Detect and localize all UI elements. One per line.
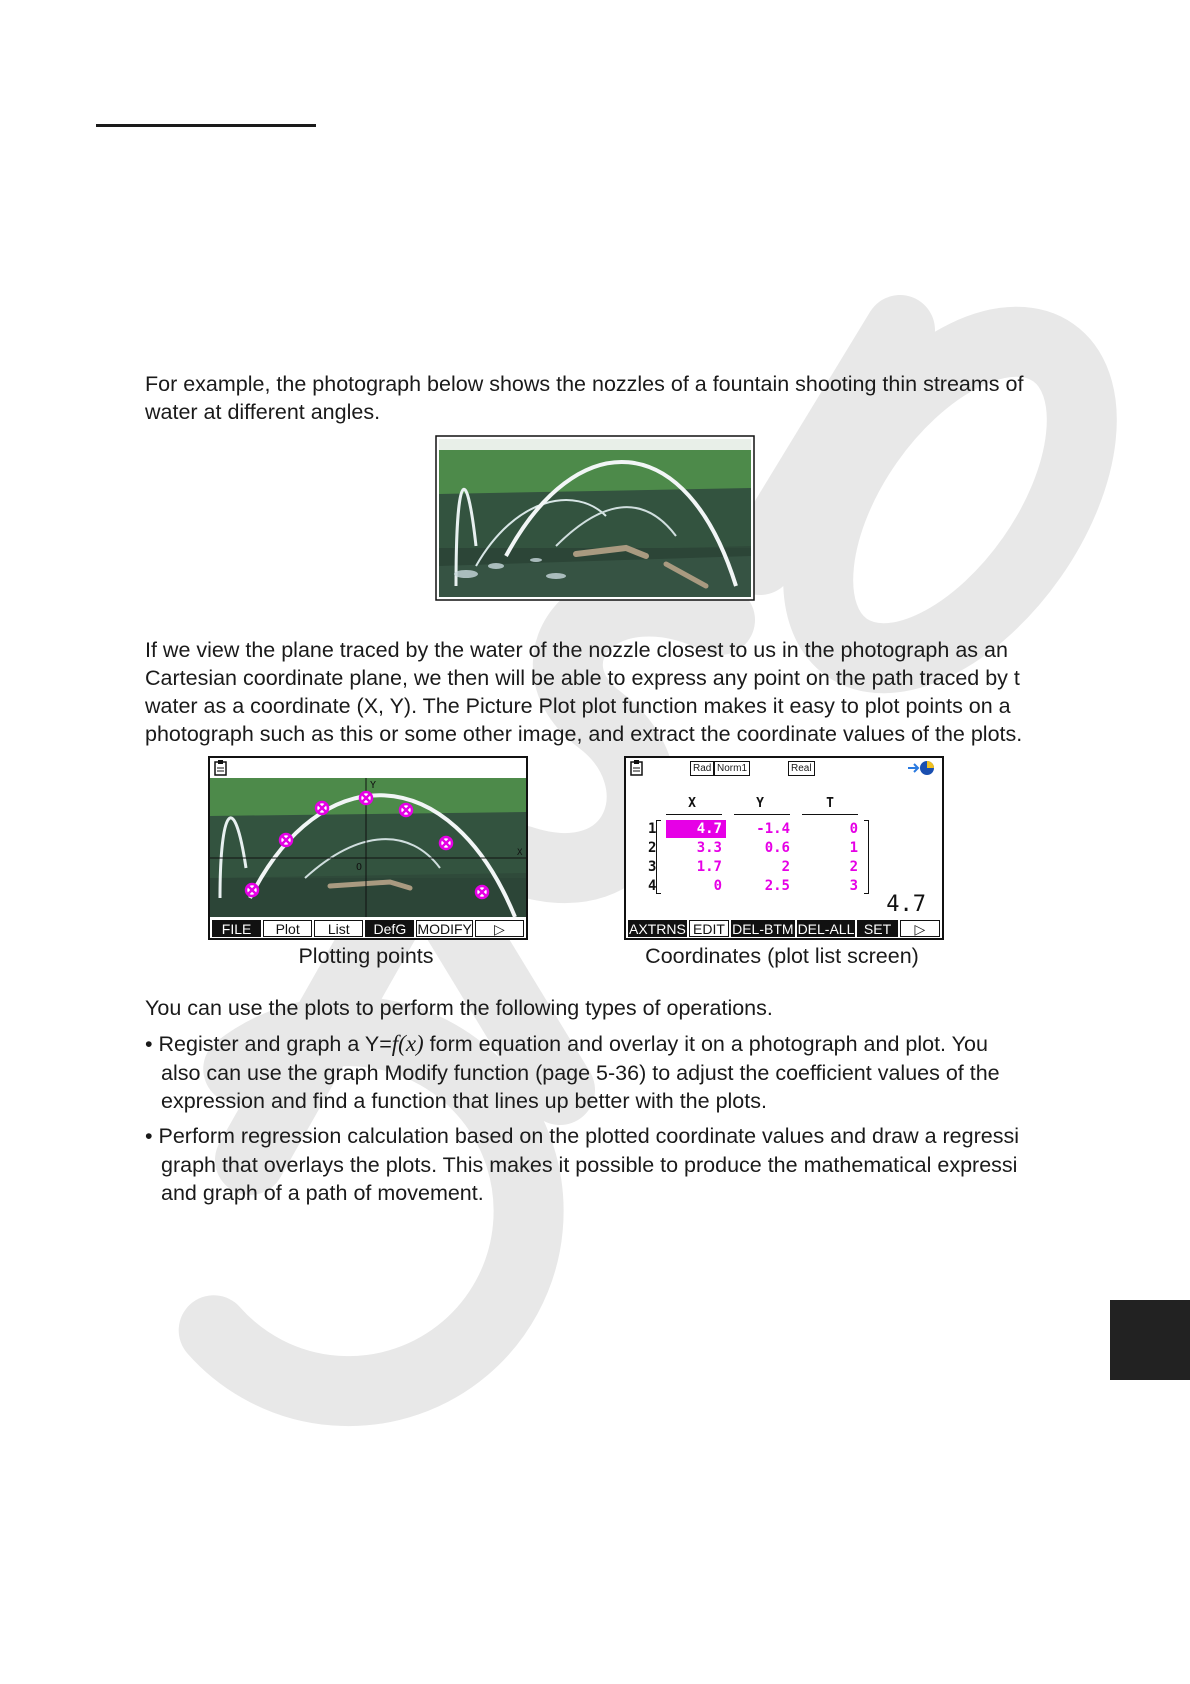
complex-mode-badge: Real (788, 761, 815, 776)
bullet-1-line-1b: form equation and overlay it on a photograph and plot. You (423, 1032, 988, 1056)
plot-marker[interactable] (246, 884, 258, 896)
intro-line-1: For example, the photograph below shows the nozzles of a fountain shooting thin streams of (145, 372, 1024, 396)
angle-mode-badge: Rad (690, 761, 714, 776)
cell-y-3[interactable]: 2 (781, 859, 790, 875)
caption-plot-list: Coordinates (plot list screen) (645, 944, 919, 968)
column-header-y: Y (756, 796, 764, 811)
plane-line-1: If we view the plane traced by the water of the nozzle closest to us in the photograph as an (145, 638, 1008, 662)
plot-axis-y-label: Y (370, 780, 377, 791)
bullet-1-line-3: expression and find a function that lines up better with the plots. (161, 1089, 767, 1113)
top-rule (96, 124, 316, 127)
plot-marker[interactable] (440, 837, 452, 849)
plot-axis-x-label: X (517, 848, 523, 858)
list-screen (624, 756, 944, 940)
row-number: 2 (648, 840, 657, 856)
cell-t-2[interactable]: 1 (849, 840, 858, 856)
plot-marker[interactable] (360, 792, 372, 804)
current-cell-value: 4.7 (886, 892, 926, 917)
fkey-plot[interactable]: Plot (263, 920, 312, 937)
plot-marker[interactable] (476, 886, 488, 898)
chapter-side-tab (1110, 1300, 1190, 1380)
cell-x-1[interactable]: 4.7 (696, 821, 722, 837)
fkey-edit[interactable]: EDIT (689, 920, 729, 937)
row-number: 4 (648, 878, 657, 894)
intro-line-2: water at different angles. (145, 400, 381, 424)
cell-x-2[interactable]: 3.3 (696, 840, 722, 856)
bullet-1-line-2: also can use the graph Modify function (page 5-36) to adjust the coefficient values of the (161, 1060, 1000, 1085)
cell-x-4[interactable]: 0 (713, 878, 722, 894)
cell-y-4[interactable]: 2.5 (764, 878, 790, 894)
header-underline (802, 814, 858, 815)
fkey-more[interactable]: ▷ (475, 920, 524, 937)
cell-t-3[interactable]: 2 (849, 859, 858, 875)
cell-t-4[interactable]: 3 (849, 878, 858, 894)
plot-marker[interactable] (316, 802, 328, 814)
plot-marker[interactable] (400, 804, 412, 816)
fkey-defg[interactable]: DefG (365, 920, 414, 937)
row-number: 1 (648, 821, 657, 837)
plane-line-3: water as a coordinate (X, Y). The Picture Plot plot function makes it easy to plot points on a (145, 694, 1011, 718)
list-bracket-right (864, 820, 869, 894)
caption-plotting-points: Plotting points (298, 944, 434, 968)
plot-screen (208, 756, 528, 940)
column-header-t: T (826, 796, 834, 811)
plot-graph-area[interactable] (210, 778, 526, 917)
plot-origin-label: O (356, 862, 363, 873)
plot-statusbar (210, 758, 526, 778)
fkey-del-btm[interactable]: DEL-BTM (732, 921, 794, 937)
bullet-2-line-3: and graph of a path of movement. (161, 1181, 484, 1205)
fkey-more[interactable]: ▷ (900, 920, 940, 937)
fkey-modify[interactable]: MODIFY (417, 921, 472, 937)
fountain-photo (436, 436, 754, 600)
cell-x-3[interactable]: 1.7 (696, 859, 722, 875)
plane-line-4: photograph such as this or some other image, and extract the coordinate values of the plots. (145, 722, 1023, 746)
fkey-set[interactable]: SET (857, 920, 897, 937)
clipboard-icon (630, 760, 644, 776)
bullet-2-line-2: graph that overlays the plots. This makes it possible to produce the mathematical expressi (161, 1152, 1018, 1177)
bullet-2-line-1: • Perform regression calculation based on the plotted coordinate values and draw a regressi (145, 1124, 1019, 1148)
battery-icon (906, 759, 936, 777)
list-function-keys (626, 919, 942, 938)
fkey-list[interactable]: List (314, 920, 363, 937)
cell-y-2[interactable]: 0.6 (764, 840, 790, 856)
fkey-file[interactable]: FILE (212, 920, 261, 937)
header-underline (734, 814, 790, 815)
fx-expression: f(x) (391, 1031, 424, 1056)
plot-marker[interactable] (280, 834, 292, 846)
cell-t-1[interactable]: 0 (849, 821, 858, 837)
plot-function-keys (210, 919, 526, 938)
fkey-axtrns[interactable]: AXTRNS (629, 921, 686, 937)
clipboard-icon (214, 760, 228, 776)
list-statusbar (626, 758, 942, 778)
display-mode-badge: Norm1 (714, 761, 750, 776)
cell-y-1[interactable]: -1.4 (756, 821, 790, 837)
plane-line-2: Cartesian coordinate plane, we then will be able to express any point on the path traced by t (145, 666, 1020, 690)
bullet-regression (145, 1122, 1165, 1208)
operations-intro: You can use the plots to perform the following types of operations. (145, 996, 773, 1020)
bullet-register-graph (145, 1030, 1165, 1116)
row-number: 3 (648, 859, 657, 875)
fkey-del-all[interactable]: DEL-ALL (797, 921, 855, 937)
bullet-1-line-1a: • Register and graph a Y= (145, 1032, 392, 1056)
column-header-x: X (688, 796, 696, 811)
header-underline (666, 814, 722, 815)
list-bracket-left (656, 820, 661, 894)
